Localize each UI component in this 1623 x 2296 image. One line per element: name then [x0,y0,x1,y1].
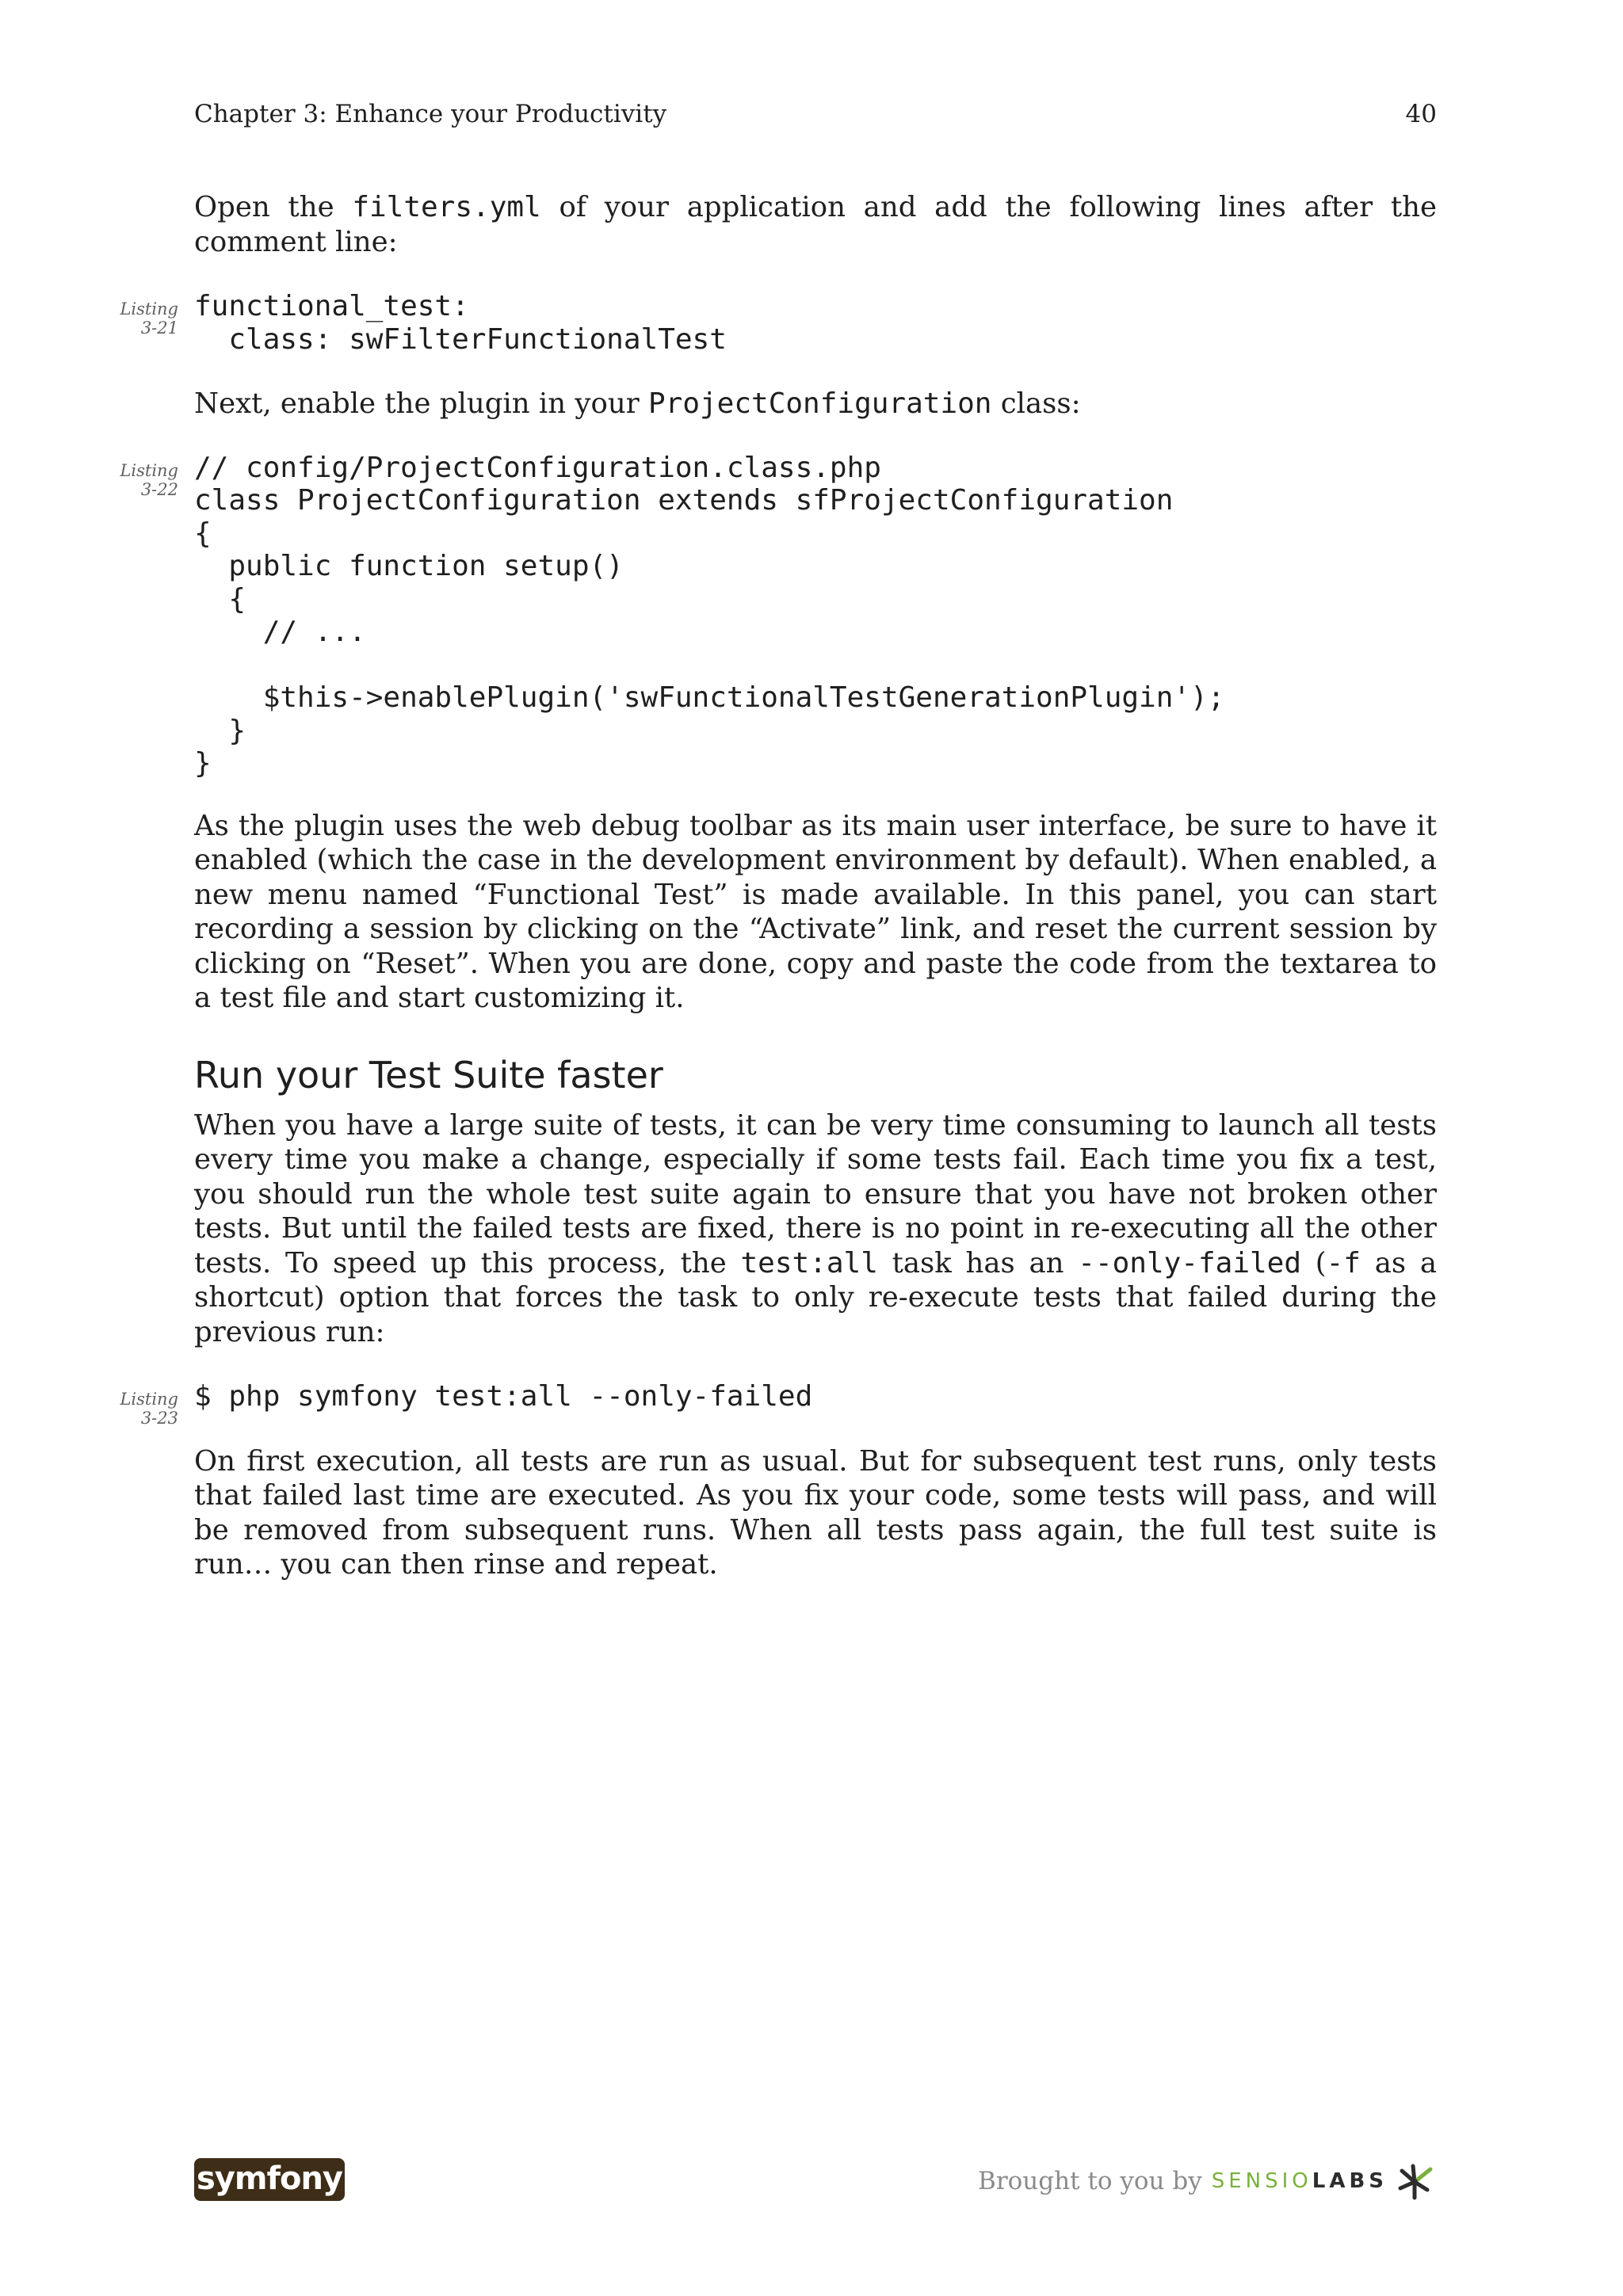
symfony-logo: symfony [194,2158,345,2201]
text-run: class: [991,387,1081,420]
code-block: functional_test: class: swFilterFunctionalTest [194,290,727,356]
chapter-title: Chapter 3: Enhance your Productivity [194,100,667,128]
code-block: $ php symfony test:all --only-failed [194,1380,813,1413]
inline-code: ProjectConfiguration [647,387,992,420]
listing-label [59,461,178,499]
listing-number: 3-22 [140,479,178,499]
text-run: as a shortcut) option that forces the task to only re-execute tests that failed during the previous run: [194,1246,1438,1348]
paragraph-first-execution: On first execution, all tests are run as usual. But for subsequent test runs, only tests that failed last time are executed. As you fix your code, some tests will pass, and will be removed from subsequent runs. When all tests pass again, the full test suite is run… you can then rinse and repeat. [194,1444,1437,1581]
text-run: Open the [194,191,353,223]
page-content [120,190,1438,1582]
inline-code: --only-failed [1078,1246,1302,1280]
paragraph-debug-toolbar: As the plugin uses the web debug toolbar as its main user interface, be sure to have it enabled (which the case in the development environment by default). When enabled, a new menu named “Functional Test” is made available. In this panel, you can start recording a session by clicking on the “Activate” link, and reset the current session by clicking on “Reset”. When you are done, copy and paste the code from the textarea to a test file and start customizing it. [194,809,1437,1014]
listing-label [59,1390,178,1428]
paragraph-enable-plugin [194,387,1437,421]
listing-label [59,299,178,338]
listing-number: 3-21 [140,318,178,338]
listing-label-word: Listing [120,460,178,480]
code-listing-3-21 [120,290,1437,356]
section-heading: Run your Test Suite faster [194,1053,663,1097]
brought-to-you-by [978,2161,1437,2201]
code-listing-3-22 [120,451,1437,780]
inline-code: -f [1326,1246,1361,1280]
paragraph-test-suite [194,1108,1437,1350]
sensio-wordmark: SENSIO [1211,2169,1312,2193]
running-header [194,97,1437,132]
labs-wordmark: LABS [1312,2169,1388,2193]
listing-number: 3-23 [140,1409,178,1428]
code-block: // config/ProjectConfiguration.class.php class ProjectConfiguration extends sfProjectConfiguration { public function setup() { // ... $this->enablePlugin('swFunctionalTestGenerationPlugin'); } } [194,451,1225,780]
listing-label-word: Listing [120,1390,178,1409]
sensiolabs-asterisk-icon [1396,2161,1437,2201]
brought-by-text: Brought to you by [978,2167,1202,2195]
page-number: 40 [1405,100,1437,128]
text-run: ( [1301,1246,1327,1280]
page-footer [194,2155,1437,2210]
text-run: Next, enable the plugin in your [194,387,648,420]
text-run: task has an [877,1246,1079,1280]
code-listing-3-23 [120,1380,1437,1428]
paragraph-filters-intro [194,190,1437,259]
listing-label-word: Listing [120,299,178,318]
inline-code: test:all [740,1246,878,1280]
text-run: of your application and add the following lines after the comment line: [194,191,1437,258]
inline-code: filters.yml [352,191,541,223]
text-run: When you have a large suite of tests, it can be very time consuming to launch all tests every time you make a change, especially if some tests fail. Each time you fix a test, you should run the whole test suite again to ensure that you have not broken other tests. But until the failed tests are fixed, there is no point in re-executing all the other tests. To speed up this process, the [194,1108,1437,1280]
